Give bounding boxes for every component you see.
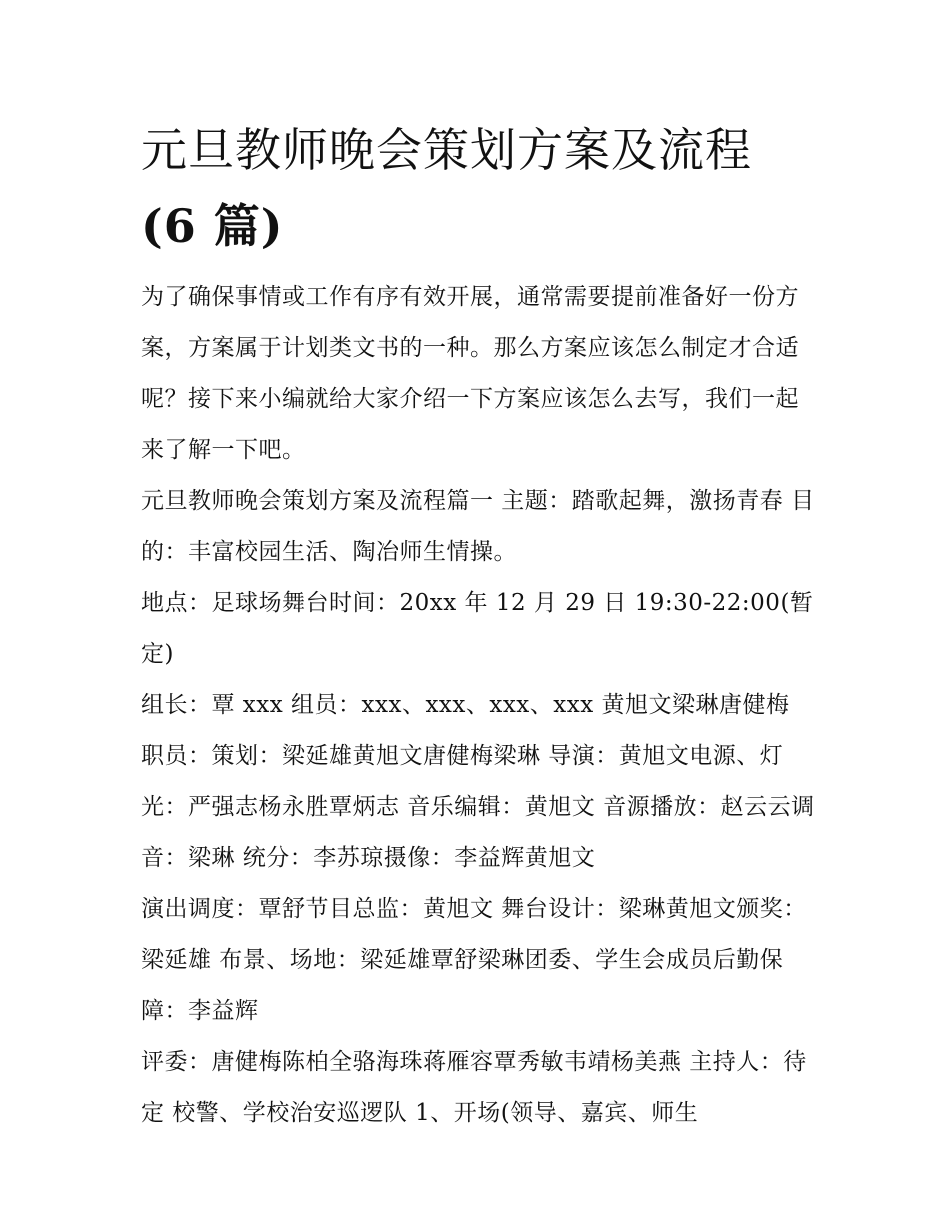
- paragraph-coordination: 演出调度：覃舒节目总监：黄旭文 舞台设计：梁琳黄旭文颁奖：梁延雄 布景、场地：梁延雄覃舒梁琳团委、学生会成员后勤保障：李益辉: [141, 896, 807, 1024]
- paragraph-theme: 元旦教师晚会策划方案及流程篇一 主题：踏歌起舞，激扬青春 目的：丰富校园生活、陶冶师生情操。: [141, 488, 815, 565]
- title-line-2: (6 篇): [141, 199, 284, 253]
- title-line-1: 元旦教师晚会策划方案及流程: [141, 123, 752, 177]
- paragraph-staff: 职员：策划：梁延雄黄旭文唐健梅梁琳 导演：黄旭文电源、灯光：严强志杨永胜覃炳志 音乐编辑：黄旭文 音源播放：赵云云调音：梁琳 统分：李苏琼摄像：李益辉黄旭文: [141, 743, 815, 871]
- paragraph-judges: 评委：唐健梅陈柏全骆海珠蒋雁容覃秀敏韦靖杨美燕 主持人：待定 校警、学校治安巡逻队 1、开场(领导、嘉宾、师生: [141, 1049, 807, 1126]
- document-title: [141, 112, 821, 264]
- paragraph-location-time: 地点：足球场舞台时间：20xx 年 12 月 29 日 19:30-22:00(暂定): [141, 590, 814, 667]
- document-page: [141, 112, 821, 1139]
- paragraph-intro: 为了确保事情或工作有序有效开展，通常需要提前准备好一份方案，方案属于计划类文书的一种。那么方案应该怎么制定才合适呢？接下来小编就给大家介绍一下方案应该怎么去写，我们一起来了解一下吧。: [141, 284, 799, 463]
- paragraph-team: 组长：覃 xxx 组员：xxx、xxx、xxx、xxx 黄旭文梁琳唐健梅: [141, 692, 790, 718]
